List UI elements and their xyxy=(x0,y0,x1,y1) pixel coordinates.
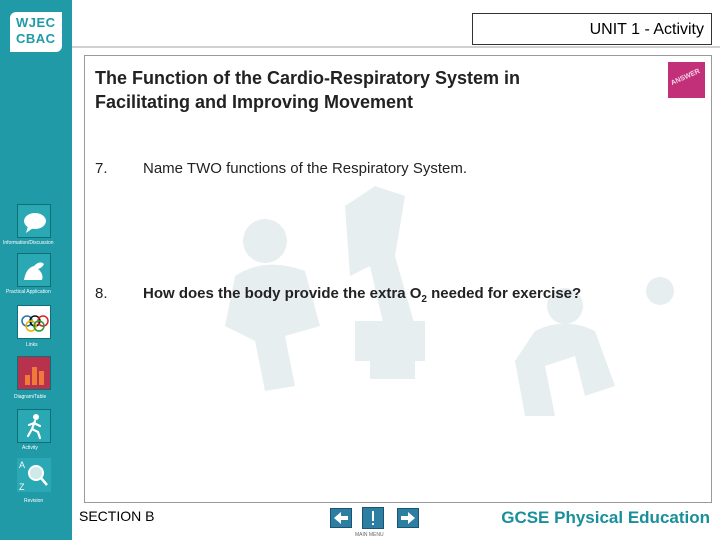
athletes-watermark-image xyxy=(145,126,705,486)
question-8-text xyxy=(143,285,581,305)
logo-line2: CBAC xyxy=(16,31,56,46)
svg-text:A: A xyxy=(19,460,26,470)
answer-label: ANSWER xyxy=(669,67,702,88)
bar-chart-icon[interactable] xyxy=(17,356,51,390)
sidebar-item-label: Revision xyxy=(24,498,44,504)
next-button[interactable] xyxy=(397,508,419,528)
main-menu-label: MAIN MENU xyxy=(355,532,384,538)
sidebar-item-label: Diagram/Table xyxy=(14,394,47,400)
running-figure-icon[interactable] xyxy=(17,409,51,443)
question-8-number: 8. xyxy=(95,285,108,302)
sidebar-item-label: Practical Application xyxy=(6,289,51,295)
logo-line1: WJEC xyxy=(16,15,56,30)
content-panel xyxy=(84,55,712,503)
gcse-subject-label: GCSE Physical Education xyxy=(501,508,710,527)
arrow-left-icon xyxy=(331,509,351,527)
a-z-magnifier-icon[interactable] xyxy=(17,458,51,492)
question-8-text-after: needed for exercise? xyxy=(426,285,582,302)
sidebar xyxy=(0,0,72,540)
page-title-line1: The Function of the Cardio-Respiratory System in xyxy=(95,68,521,88)
question-7-text: Name TWO functions of the Respiratory System. xyxy=(143,160,468,177)
answer-button[interactable] xyxy=(668,62,705,98)
exclamation-icon xyxy=(363,508,383,528)
section-label: SECTION B xyxy=(79,508,155,524)
olympic-rings-icon[interactable] xyxy=(17,305,51,339)
sidebar-item-label: Activity xyxy=(22,445,38,451)
arrow-right-icon xyxy=(398,509,418,527)
page-title xyxy=(95,66,615,114)
speech-bubble-icon[interactable] xyxy=(17,204,51,238)
sidebar-item-label: Links xyxy=(26,342,38,348)
question-7-number: 7. xyxy=(95,160,108,177)
svg-text:Z: Z xyxy=(19,482,25,492)
question-8-text-before: How does the body provide the extra O xyxy=(143,285,422,302)
question-8-subscript: 2 xyxy=(421,294,427,305)
header-divider xyxy=(72,46,720,48)
flexed-arm-icon[interactable] xyxy=(17,253,51,287)
unit-title: UNIT 1 - Activity xyxy=(589,21,704,38)
sidebar-item-label: Information/Discussion xyxy=(3,240,54,246)
wjec-cbac-logo xyxy=(10,12,62,52)
unit-title-box xyxy=(472,13,712,45)
main-menu-button[interactable] xyxy=(362,507,384,529)
page-title-line2: Facilitating and Improving Movement xyxy=(95,92,414,112)
previous-button[interactable] xyxy=(330,508,352,528)
